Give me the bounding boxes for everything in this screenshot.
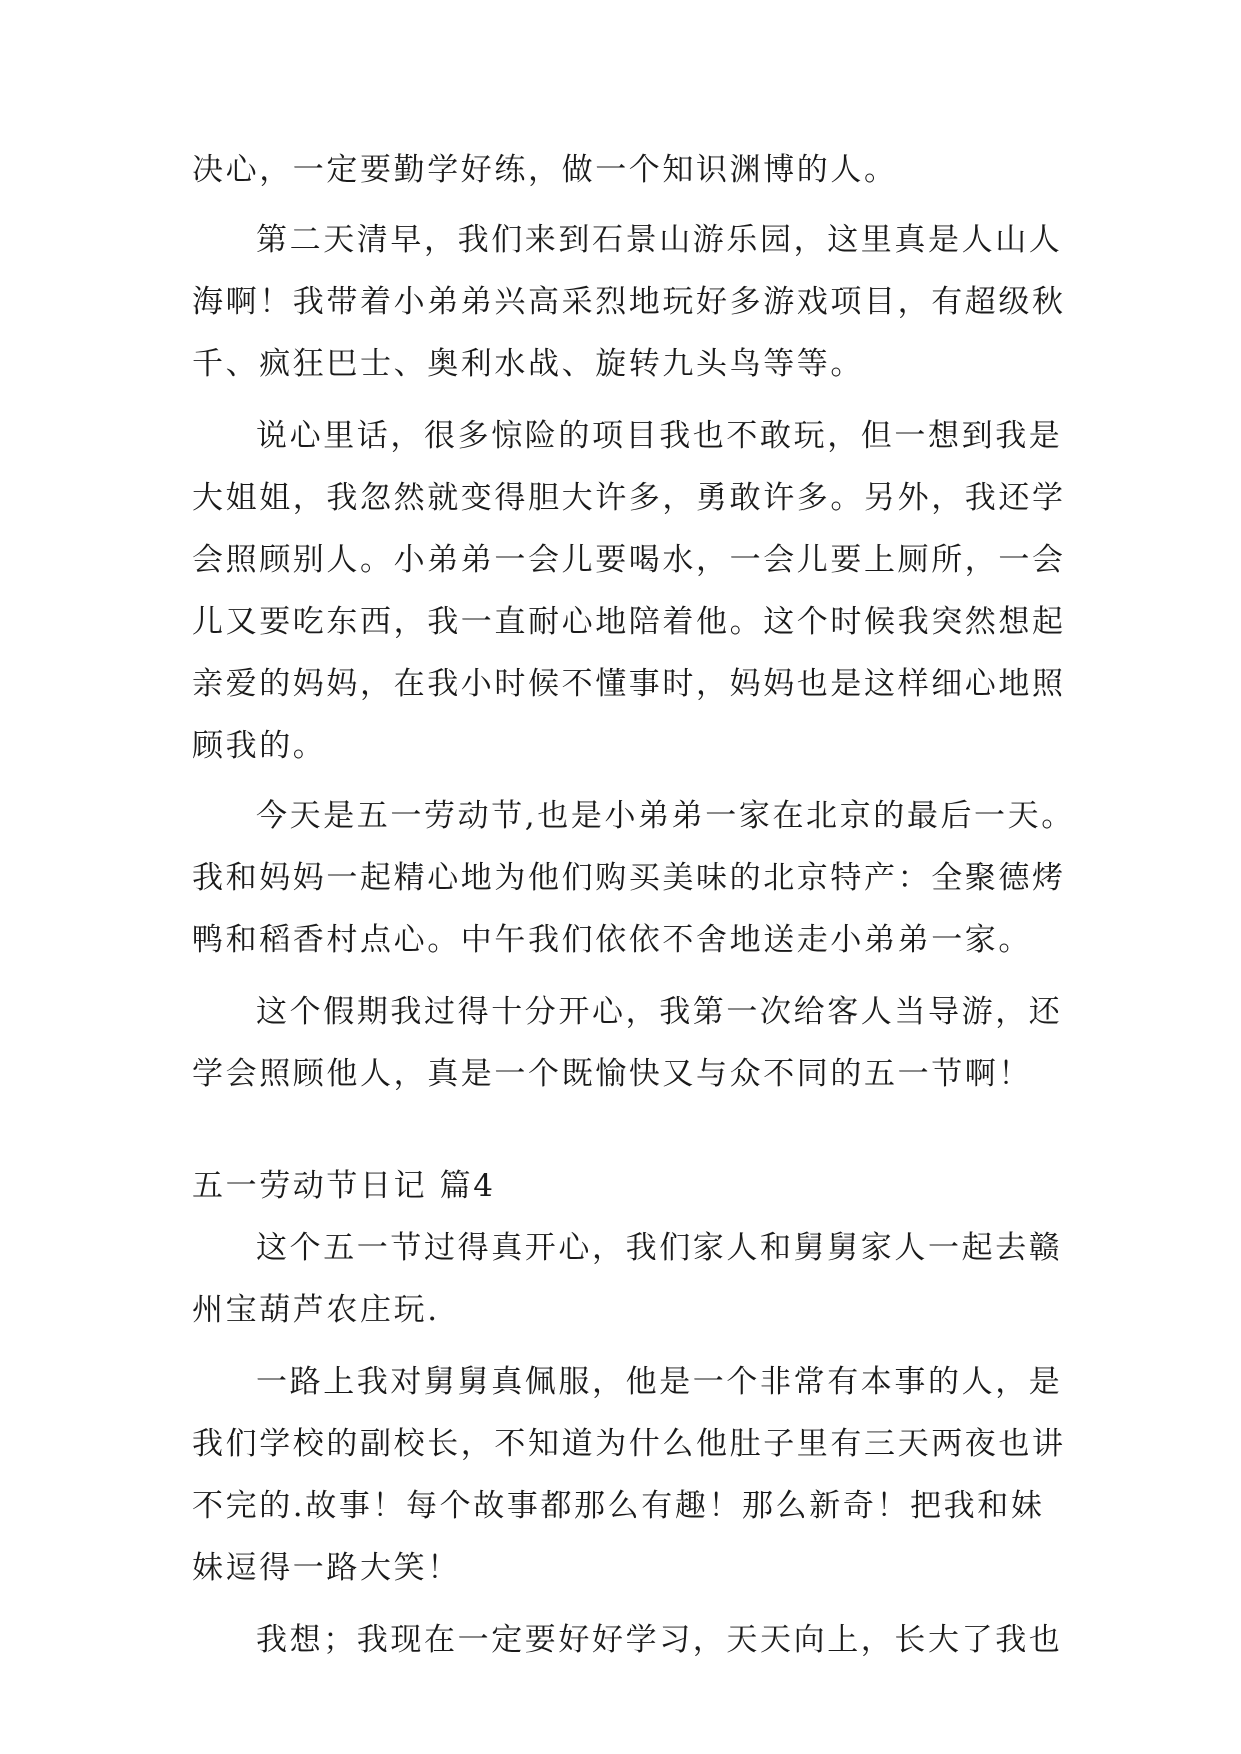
paragraph-line: 我们学校的副校长，不知道为什么他肚子里有三天两夜也讲 <box>192 1426 1066 1462</box>
paragraph-line: 大姐姐，我忽然就变得胆大许多，勇敢许多。另外，我还学 <box>192 480 1066 516</box>
paragraph-line: 一路上我对舅舅真佩服，他是一个非常有本事的人，是 <box>256 1364 1063 1400</box>
paragraph-line: 决心，一定要勤学好练，做一个知识渊博的人。 <box>192 152 898 188</box>
paragraph-line: 学会照顾他人，真是一个既愉快又与众不同的五一节啊！ <box>192 1056 1032 1092</box>
paragraph-line: 海啊！我带着小弟弟兴高采烈地玩好多游戏项目，有超级秋 <box>192 284 1066 320</box>
paragraph-line: 这个假期我过得十分开心，我第一次给客人当导游，还 <box>256 994 1063 1030</box>
paragraph-line: 说心里话，很多惊险的项目我也不敢玩，但一想到我是 <box>256 418 1063 454</box>
paragraph-line: 这个五一节过得真开心，我们家人和舅舅家人一起去赣 <box>256 1230 1063 1266</box>
paragraph-line: 我和妈妈一起精心地为他们购买美味的北京特产：全聚德烤 <box>192 860 1066 896</box>
paragraph-line: 鸭和稻香村点心。中午我们依依不舍地送走小弟弟一家。 <box>192 922 1032 958</box>
paragraph-line: 第二天清早，我们来到石景山游乐园，这里真是人山人 <box>256 222 1063 258</box>
paragraph-line: 我想；我现在一定要好好学习，天天向上，长大了我也 <box>256 1622 1063 1658</box>
paragraph-line: 千、疯狂巴士、奥利水战、旋转九头鸟等等。 <box>192 346 864 382</box>
paragraph-line: 州宝葫芦农庄玩. <box>192 1292 440 1328</box>
paragraph-line: 会照顾别人。小弟弟一会儿要喝水，一会儿要上厕所，一会 <box>192 542 1066 578</box>
paragraph-line: 今天是五一劳动节,也是小弟弟一家在北京的最后一天。 <box>256 798 1075 834</box>
paragraph-line: 亲爱的妈妈，在我小时候不懂事时，妈妈也是这样细心地照 <box>192 666 1066 702</box>
paragraph-line: 不完的.故事！每个故事都那么有趣！那么新奇！把我和妹 <box>192 1488 1045 1524</box>
paragraph-line: 妹逗得一路大笑！ <box>192 1550 461 1586</box>
paragraph-line: 儿又要吃东西，我一直耐心地陪着他。这个时候我突然想起 <box>192 604 1066 640</box>
paragraph-line: 顾我的。 <box>192 728 327 764</box>
section-heading: 五一劳动节日记 篇4 <box>192 1168 496 1204</box>
